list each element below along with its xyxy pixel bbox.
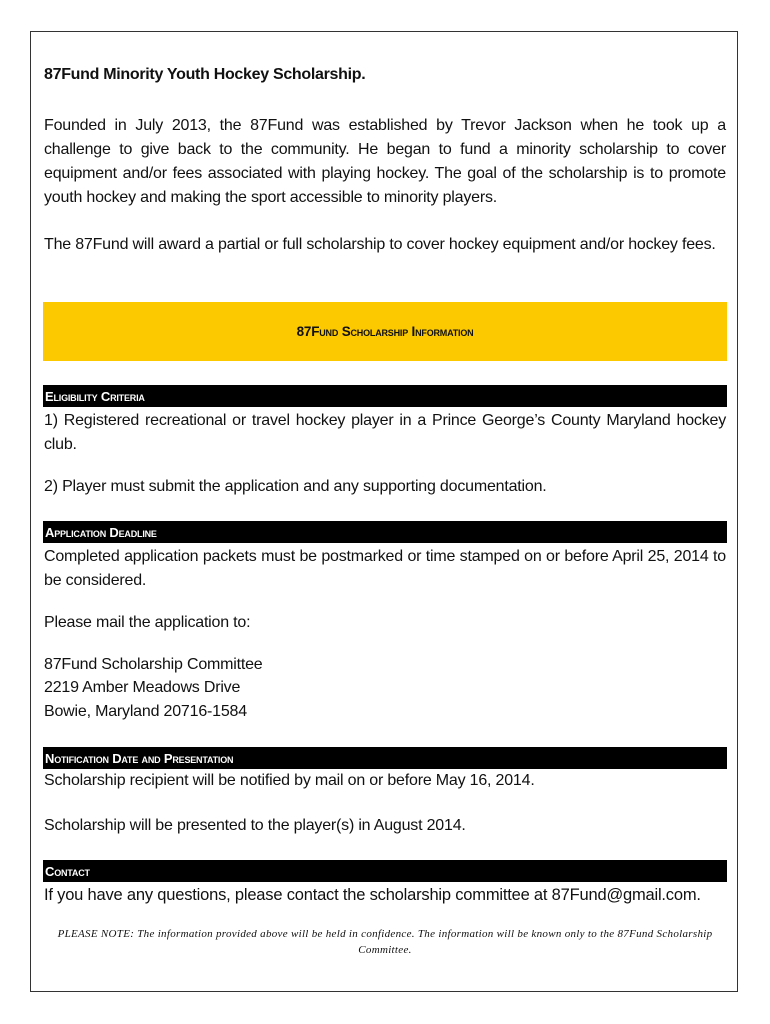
- confidentiality-note: PLEASE NOTE: The information provided above will be held in confidence. The information will be known only to the 87Fund Scholarship Committee.: [57, 928, 713, 956]
- award-paragraph: The 87Fund will award a partial or full scholarship to cover hockey equipment and/or hockey fees.: [44, 236, 716, 253]
- contact-heading: Contact: [43, 860, 727, 882]
- address-line-2: 2219 Amber Meadows Drive: [44, 679, 241, 696]
- address-line-3: Bowie, Maryland 20716-1584: [44, 703, 247, 720]
- eligibility-item-1: 1) Registered recreational or travel hockey player in a Prince George’s County Maryland hockey club.: [44, 412, 726, 453]
- scholarship-info-banner: [43, 302, 727, 361]
- deadline-heading: Application Deadline: [43, 521, 727, 543]
- notification-text-2: Scholarship will be presented to the player(s) in August 2014.: [44, 817, 466, 834]
- banner-heading: 87Fund Scholarship Information: [296, 324, 474, 339]
- address-line-1: 87Fund Scholarship Committee: [44, 656, 263, 673]
- notification-text-1: Scholarship recipient will be notified by mail on or before May 16, 2014.: [44, 772, 535, 789]
- deadline-text: Completed application packets must be postmarked or time stamped on or before April 25, 2014 to be considered.: [44, 548, 726, 589]
- contact-text: If you have any questions, please contact the scholarship committee at 87Fund@gmail.com.: [44, 886, 701, 904]
- notification-heading: Notification Date and Presentation: [43, 747, 727, 769]
- eligibility-item-2: 2) Player must submit the application and any supporting documentation.: [44, 478, 547, 495]
- intro-paragraph: Founded in July 2013, the 87Fund was established by Trevor Jackson when he took up a challenge to give back to the community. He began to fund a minority scholarship to cover equipment and/or fees associated with playing hockey. The goal of the scholarship is to promote youth hockey and making the sport accessible to minority players.: [44, 117, 726, 206]
- eligibility-heading: Eligibility Criteria: [43, 385, 727, 407]
- document-title: 87Fund Minority Youth Hockey Scholarship.: [44, 66, 366, 83]
- mail-intro: Please mail the application to:: [44, 614, 251, 631]
